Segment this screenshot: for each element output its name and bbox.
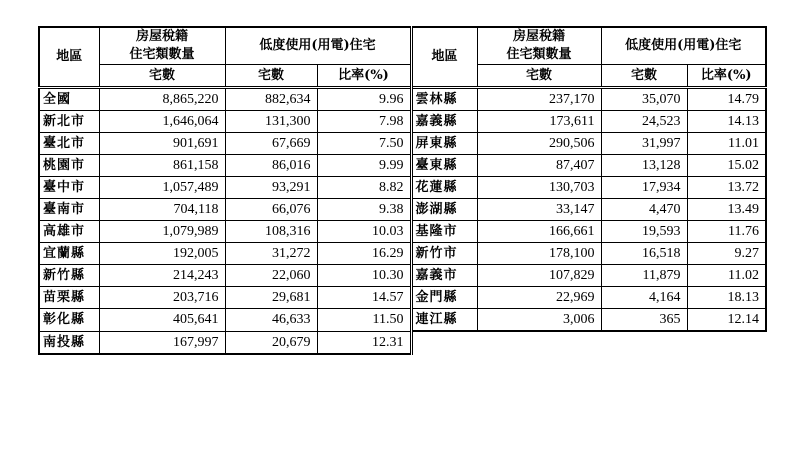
tax-count-cell: 3,006 (477, 309, 601, 332)
area-cell: 澎湖縣 (411, 199, 477, 221)
low-use-ratio-cell: 12.14 (687, 309, 766, 332)
low-use-ratio-cell: 11.02 (687, 265, 766, 287)
area-cell: 宜蘭縣 (39, 243, 99, 265)
table-row (39, 287, 766, 309)
tax-count-cell: 33,147 (477, 199, 601, 221)
tax-count-cell: 290,506 (477, 133, 601, 155)
table-row (39, 155, 766, 177)
tax-count-cell: 405,641 (99, 309, 225, 332)
low-use-count-cell: 365 (601, 309, 687, 332)
low-use-count-cell: 11,879 (601, 265, 687, 287)
header-row-3 (39, 65, 766, 88)
low-use-ratio-cell: 9.27 (687, 243, 766, 265)
low-use-ratio-cell: 13.49 (687, 199, 766, 221)
low-use-ratio-cell: 18.13 (687, 287, 766, 309)
tax-count-cell: 704,118 (99, 199, 225, 221)
empty-cell (411, 331, 766, 354)
low-use-count-cell: 19,593 (601, 221, 687, 243)
header-area-right: 地區 (411, 27, 477, 88)
low-use-ratio-cell: 14.57 (317, 287, 411, 309)
low-use-ratio-cell: 10.03 (317, 221, 411, 243)
low-use-count-cell: 66,076 (225, 199, 317, 221)
header-tax-count-left: 房屋稅籍 住宅類數量 (99, 27, 225, 65)
low-use-count-cell: 31,272 (225, 243, 317, 265)
low-use-ratio-cell: 13.72 (687, 177, 766, 199)
low-use-count-cell: 93,291 (225, 177, 317, 199)
area-cell: 連江縣 (411, 309, 477, 332)
tax-count-cell: 192,005 (99, 243, 225, 265)
area-cell: 臺東縣 (411, 155, 477, 177)
table-row (39, 243, 766, 265)
area-cell: 嘉義縣 (411, 111, 477, 133)
area-cell: 金門縣 (411, 287, 477, 309)
tax-count-cell: 107,829 (477, 265, 601, 287)
low-use-count-cell: 108,316 (225, 221, 317, 243)
table-row (39, 133, 766, 155)
tax-count-cell: 173,611 (477, 111, 601, 133)
low-use-count-cell: 29,681 (225, 287, 317, 309)
tax-count-cell: 901,691 (99, 133, 225, 155)
table-row (39, 265, 766, 287)
low-use-ratio-cell: 11.50 (317, 309, 411, 332)
low-use-count-cell: 16,518 (601, 243, 687, 265)
low-use-count-cell: 22,060 (225, 265, 317, 287)
low-use-ratio-cell: 14.79 (687, 88, 766, 111)
header-low-use-left: 低度使用(用電)住宅 (225, 27, 411, 65)
low-use-ratio-cell: 12.31 (317, 331, 411, 354)
tax-count-cell: 203,716 (99, 287, 225, 309)
low-use-ratio-cell: 11.76 (687, 221, 766, 243)
area-cell: 彰化縣 (39, 309, 99, 332)
header-low-count-left: 宅數 (225, 65, 317, 88)
header-tax-unit-right: 宅數 (477, 65, 601, 88)
tax-count-cell: 1,646,064 (99, 111, 225, 133)
area-cell: 花蓮縣 (411, 177, 477, 199)
area-cell: 嘉義市 (411, 265, 477, 287)
area-cell: 臺南市 (39, 199, 99, 221)
area-cell: 雲林縣 (411, 88, 477, 111)
area-cell: 臺中市 (39, 177, 99, 199)
low-use-count-cell: 13,128 (601, 155, 687, 177)
header-low-use-right: 低度使用(用電)住宅 (601, 27, 766, 65)
tax-count-cell: 1,057,489 (99, 177, 225, 199)
header-tax-unit-left: 宅數 (99, 65, 225, 88)
low-use-ratio-cell: 9.38 (317, 199, 411, 221)
tax-count-cell: 8,865,220 (99, 88, 225, 111)
header-tax-count-right: 房屋稅籍 住宅類數量 (477, 27, 601, 65)
header-low-count-right: 宅數 (601, 65, 687, 88)
low-use-housing-table (38, 26, 767, 355)
area-cell: 高雄市 (39, 221, 99, 243)
table-row (39, 199, 766, 221)
table-row (39, 331, 766, 354)
low-use-count-cell: 131,300 (225, 111, 317, 133)
low-use-count-cell: 882,634 (225, 88, 317, 111)
area-cell: 屏東縣 (411, 133, 477, 155)
tax-count-cell: 166,661 (477, 221, 601, 243)
low-use-ratio-cell: 14.13 (687, 111, 766, 133)
low-use-ratio-cell: 7.50 (317, 133, 411, 155)
table-row (39, 177, 766, 199)
tax-count-cell: 130,703 (477, 177, 601, 199)
tax-count-cell: 87,407 (477, 155, 601, 177)
area-cell: 基隆市 (411, 221, 477, 243)
table-row (39, 221, 766, 243)
tax-count-cell: 167,997 (99, 331, 225, 354)
low-use-count-cell: 86,016 (225, 155, 317, 177)
low-use-ratio-cell: 15.02 (687, 155, 766, 177)
tax-count-cell: 214,243 (99, 265, 225, 287)
area-cell: 南投縣 (39, 331, 99, 354)
area-cell: 新北市 (39, 111, 99, 133)
tax-count-cell: 237,170 (477, 88, 601, 111)
low-use-ratio-cell: 7.98 (317, 111, 411, 133)
tax-count-cell: 22,969 (477, 287, 601, 309)
area-cell: 苗栗縣 (39, 287, 99, 309)
table-row (39, 309, 766, 332)
tax-count-cell: 1,079,989 (99, 221, 225, 243)
low-use-count-cell: 35,070 (601, 88, 687, 111)
tax-count-cell: 861,158 (99, 155, 225, 177)
area-cell: 臺北市 (39, 133, 99, 155)
area-cell: 新竹縣 (39, 265, 99, 287)
header-area-left: 地區 (39, 27, 99, 88)
low-use-count-cell: 17,934 (601, 177, 687, 199)
low-use-ratio-cell: 10.30 (317, 265, 411, 287)
low-use-ratio-cell: 8.82 (317, 177, 411, 199)
header-low-ratio-right: 比率(%) (687, 65, 766, 88)
area-cell: 新竹市 (411, 243, 477, 265)
low-use-count-cell: 46,633 (225, 309, 317, 332)
table-row (39, 88, 766, 111)
low-use-count-cell: 24,523 (601, 111, 687, 133)
area-cell: 全國 (39, 88, 99, 111)
low-use-count-cell: 31,997 (601, 133, 687, 155)
table-row (39, 111, 766, 133)
header-low-ratio-left: 比率(%) (317, 65, 411, 88)
low-use-count-cell: 4,470 (601, 199, 687, 221)
low-use-ratio-cell: 9.99 (317, 155, 411, 177)
area-cell: 桃園市 (39, 155, 99, 177)
low-use-count-cell: 4,164 (601, 287, 687, 309)
low-use-count-cell: 67,669 (225, 133, 317, 155)
low-use-ratio-cell: 16.29 (317, 243, 411, 265)
low-use-count-cell: 20,679 (225, 331, 317, 354)
low-use-ratio-cell: 11.01 (687, 133, 766, 155)
tax-count-cell: 178,100 (477, 243, 601, 265)
low-use-ratio-cell: 9.96 (317, 88, 411, 111)
